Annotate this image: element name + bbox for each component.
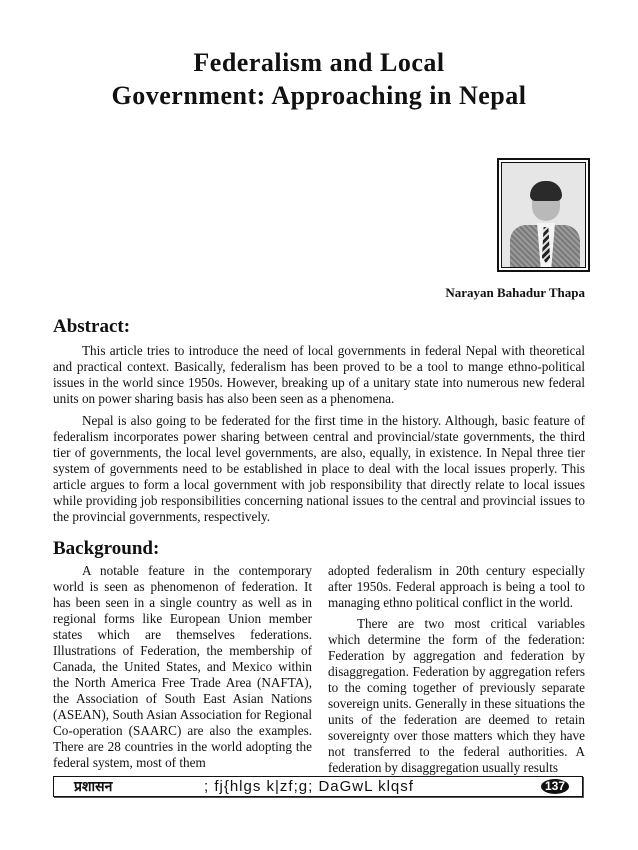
author-name: Narayan Bahadur Thapa <box>445 285 585 300</box>
footer-journal-subtitle: ; fj{hlgs k|zf;g; DaGwL klqsf <box>204 778 414 795</box>
portrait-hair <box>530 181 562 201</box>
page-footer <box>53 776 583 797</box>
article-title <box>0 46 638 112</box>
title-line-2: Government: Approaching in Nepal <box>111 81 527 110</box>
title-line-1: Federalism and Local <box>193 48 445 77</box>
background-heading: Background: <box>53 538 160 559</box>
background-left-paragraph: A notable feature in the contemporary world is seen as phenomenon of federation. It has been seen in a single country as well as in regional forms like European Union member states which are themselves federations. Illustrations of Federation, the membership of Canada, the United States, and Mexico within the North America Free Trade Area (NAFTA), the Association of South East Asian Nations (ASEAN), South Asian Association for Regional Co-operation (SAARC) are also the examples. There are 28 countries in the world adopting the federal system, most of them <box>53 563 312 770</box>
background-right-paragraph-1: adopted federalism in 20th century especially after 1950s. Federal approach is being a tool to managing ethno political conflict in the world. <box>328 563 585 610</box>
page-number-badge: 137 <box>541 779 569 794</box>
abstract-paragraph-2: Nepal is also going to be federated for the first time in the history. Although, basic feature of federalism incorporates power sharing between central and provincial/state governments, the third tier of governments, the local level governments, are also, equally, in existence. In Nepal three tier system of governments need to be established in place to deal with the local issues properly. This article argues to form a local government with job responsibility that directly relate to local issues while providing job responsibilities concerning national issues to the central and provincial issues to the provincial governments, respectively. <box>53 413 585 524</box>
background-right-paragraph-2: There are two most critical variables which determine the form of the federation: Federation by aggregation and federation by disaggregation. Federation by aggregation refers to the coming together of previously separate sovereign units. Generally in these situations the units of the federation are deemed to retain sovereignty over those matters which they have not transferred to the federal authorities. A federation by disaggregation usually results <box>328 616 585 775</box>
journal-name: प्रशासन <box>74 778 113 794</box>
author-photo <box>497 158 590 272</box>
portrait-image <box>501 162 586 268</box>
abstract-heading: Abstract: <box>53 316 131 337</box>
abstract-paragraph-1: This article tries to introduce the need of local governments in federal Nepal with theoretical and practical context. Basically, federalism has been proved to be a tool to mange ethno-political issues in the world since 1950s. However, breaking up of a unitary state into numerous new federal units on power sharing basis has also been seen as a phenomena. <box>53 343 585 406</box>
